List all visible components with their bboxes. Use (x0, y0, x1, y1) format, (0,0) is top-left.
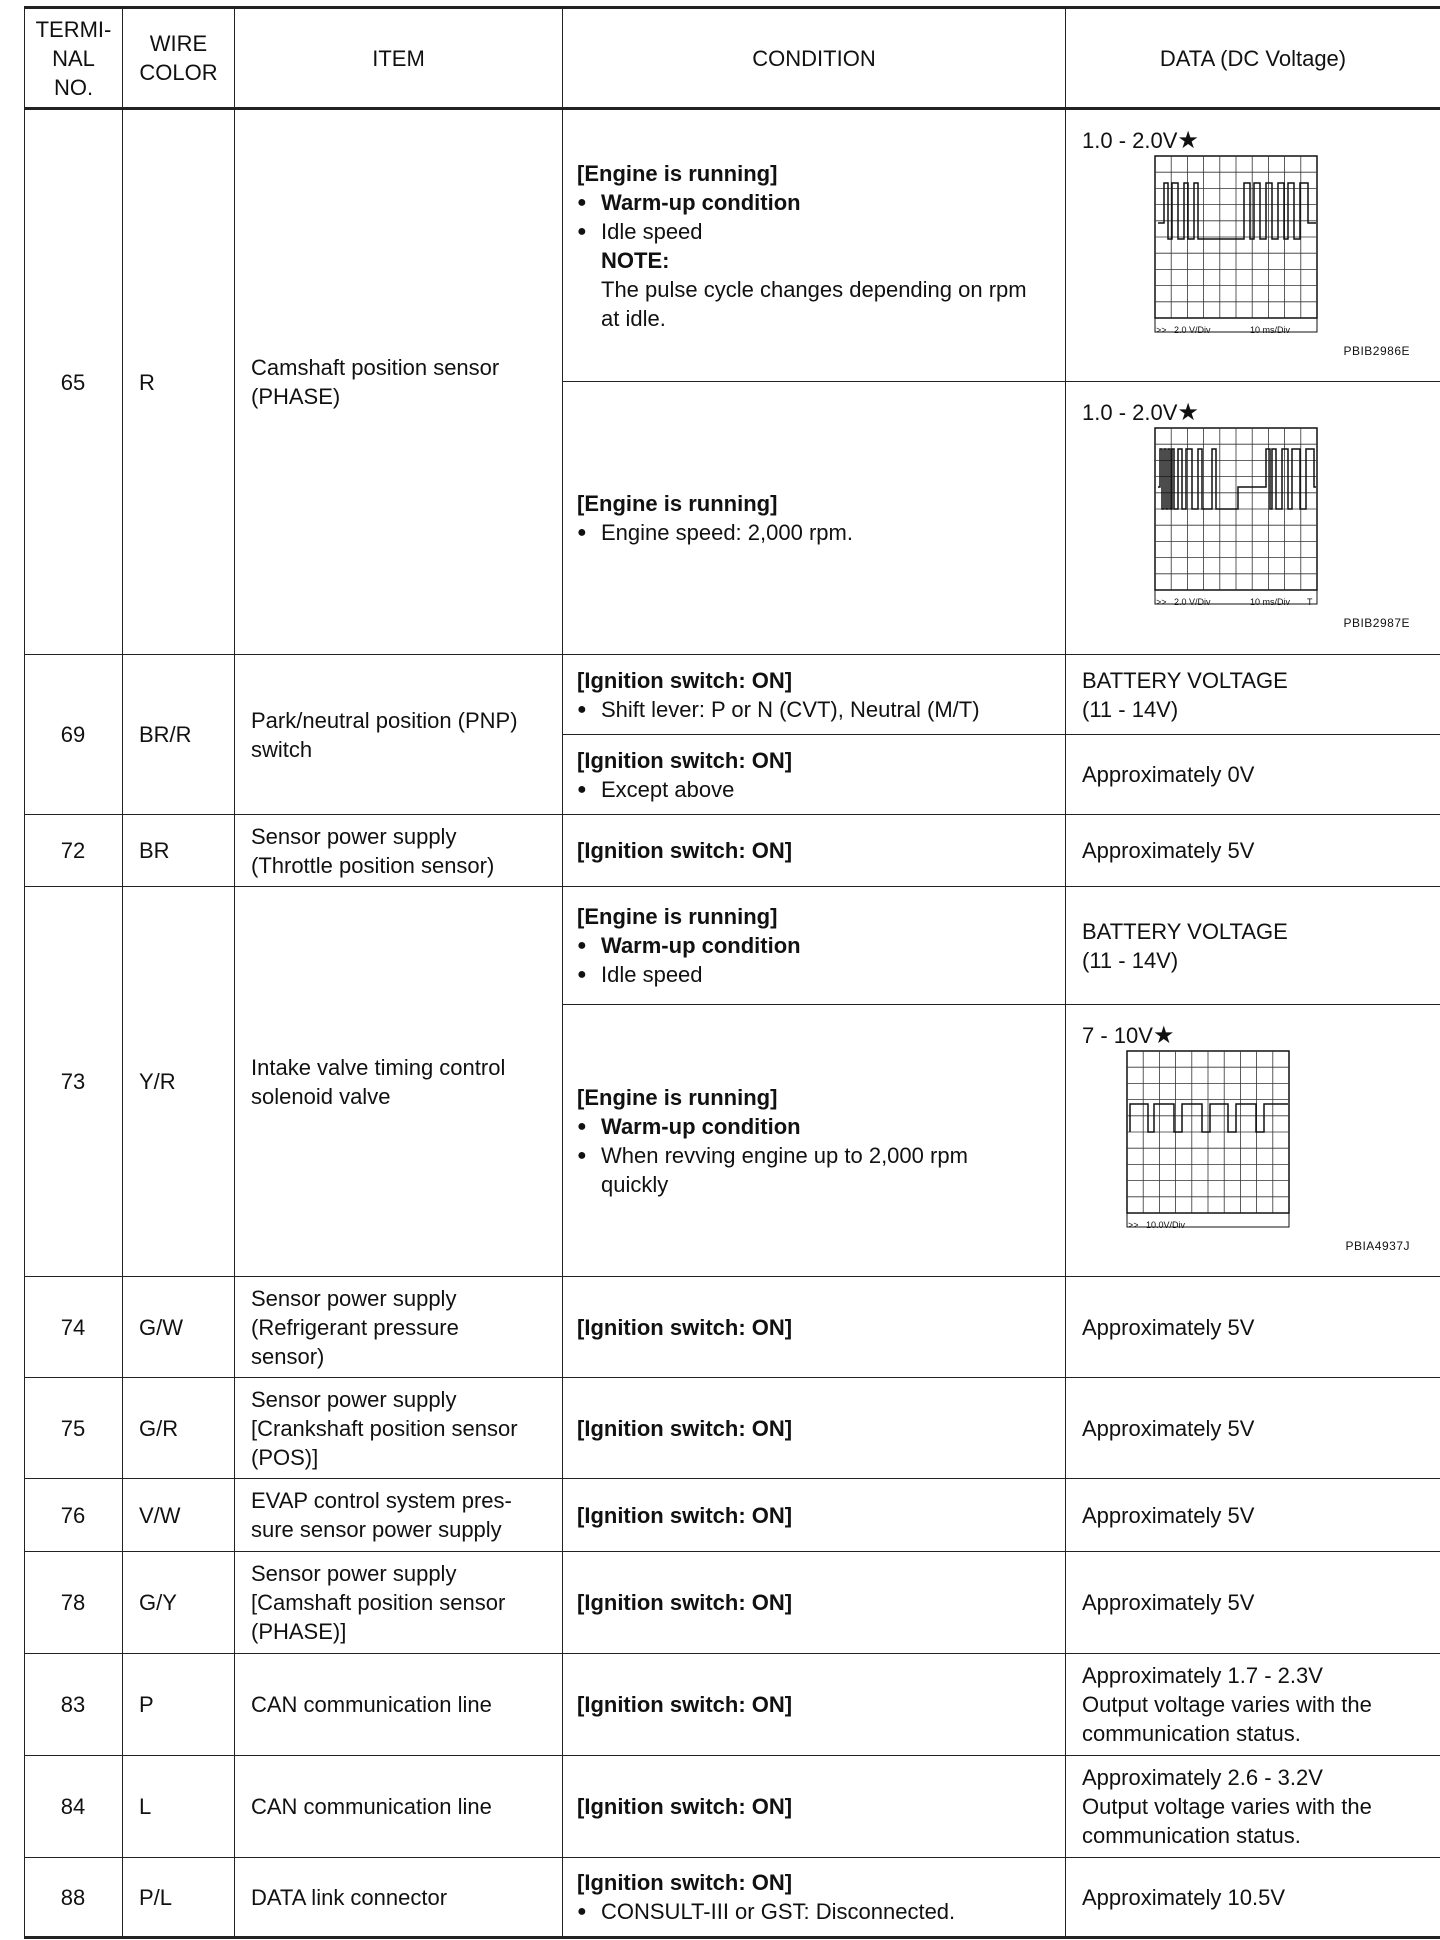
star-icon: ★ (1177, 126, 1199, 154)
condition-bullet: ● Shift lever: P or N (CVT), Neutral (M/T) (577, 695, 1057, 724)
item-line: Camshaft position sensor (251, 355, 500, 380)
condition-heading: [Engine is running] (577, 904, 778, 929)
terminal-table-page (24, 6, 1440, 1939)
wire-color: L (123, 1756, 235, 1858)
item-text (235, 1277, 563, 1378)
item-text: CAN communication line (235, 1654, 563, 1756)
waveform-value (1082, 126, 1434, 155)
waveform-value (1082, 1021, 1434, 1050)
condition-cell: [Ignition switch: ON] (563, 1479, 1066, 1552)
terminal-no: 72 (25, 815, 123, 887)
header-row (25, 8, 1440, 109)
data-line: Output voltage varies with the (1082, 1692, 1372, 1717)
condition-heading: [Engine is running] (577, 160, 778, 186)
item-line: Sensor power supply (251, 1285, 457, 1311)
item-text (235, 1552, 563, 1654)
item-line: sure sensor power supply (251, 1517, 502, 1542)
condition-bullet: ● Warm-up condition (577, 188, 1057, 217)
data-cell (1066, 109, 1440, 382)
condition-cell (563, 887, 1066, 1005)
table-row (25, 1756, 1440, 1858)
data-line: (11 - 14V) (1082, 947, 1179, 973)
star-icon: ★ (1177, 399, 1199, 426)
table-row (25, 1479, 1440, 1552)
data-cell (1066, 1005, 1440, 1277)
condition-bullet: ● Idle speed (577, 960, 1057, 989)
waveform-trace (1130, 1104, 1288, 1132)
oscilloscope-graphic (1154, 155, 1354, 337)
condition-cell: [Ignition switch: ON] (563, 1756, 1066, 1858)
table-row (25, 1378, 1440, 1479)
header-terminal-line1: TERMI- (35, 16, 112, 42)
condition-cell (563, 655, 1066, 735)
scale-label: >> (1156, 324, 1167, 335)
data-cell (1066, 1654, 1440, 1756)
data-cell (1066, 382, 1440, 655)
data-cell: Approximately 5V (1066, 1479, 1440, 1552)
waveform-value-text: 1.0 - 2.0V (1082, 400, 1178, 425)
header-wire-line1: WIRE (149, 31, 208, 56)
condition-heading: [Ignition switch: ON] (577, 1870, 793, 1895)
item-line: Sensor power supply (251, 1386, 457, 1412)
item-text (235, 815, 563, 887)
wire-color: P (123, 1654, 235, 1756)
condition-bullet: ● Idle speed (577, 217, 1057, 246)
scale-label: 10 ms/Div (1250, 597, 1291, 607)
item-line: Sensor power supply (251, 1561, 457, 1586)
scale-label: T (1307, 597, 1313, 607)
scale-label: >> (1128, 1219, 1139, 1230)
header-item: ITEM (235, 8, 563, 109)
item-line: (PHASE)] (251, 1619, 347, 1644)
item-text: DATA link connector (235, 1858, 563, 1938)
data-cell: Approximately 5V (1066, 1277, 1440, 1378)
condition-heading: [Engine is running] (577, 491, 778, 516)
header-wire (123, 8, 235, 109)
wire-color: R (123, 109, 235, 655)
data-line: BATTERY VOLTAGE (1082, 918, 1288, 944)
terminal-no: 75 (25, 1378, 123, 1479)
note-label: NOTE: (601, 247, 670, 273)
item-line: (POS)] (251, 1444, 319, 1470)
data-line: Output voltage varies with the (1082, 1794, 1372, 1819)
scale-label: 10 ms/Div (1250, 324, 1291, 335)
header-data: DATA (DC Voltage) (1066, 8, 1440, 109)
data-cell: Approximately 5V (1066, 1378, 1440, 1479)
item-text (235, 1479, 563, 1552)
condition-cell: [Ignition switch: ON] (563, 1378, 1066, 1479)
waveform-value-text: 7 - 10V (1082, 1022, 1153, 1048)
note-text: The pulse cycle changes depending on rpm (601, 276, 1027, 302)
wire-color: V/W (123, 1479, 235, 1552)
data-cell: Approximately 10.5V (1066, 1858, 1440, 1938)
table-row (25, 109, 1440, 382)
table-row (25, 1858, 1440, 1938)
condition-bullet-cont: quickly (601, 1171, 669, 1197)
header-wire-line2: COLOR (139, 60, 218, 85)
header-condition: CONDITION (563, 8, 1066, 109)
data-line: communication status. (1082, 1823, 1301, 1848)
header-terminal (25, 8, 123, 109)
item-line: [Camshaft position sensor (251, 1590, 506, 1615)
scale-label: 2.0 V/Div (1174, 324, 1211, 335)
wire-color: BR (123, 815, 235, 887)
table-row (25, 1654, 1440, 1756)
data-cell (1066, 1756, 1440, 1858)
table-row (25, 815, 1440, 887)
item-line: [Crankshaft position sensor (251, 1415, 518, 1441)
wire-color: G/W (123, 1277, 235, 1378)
figure-code: PBIA4937J (1345, 1238, 1410, 1253)
condition-cell: [Ignition switch: ON] (563, 1654, 1066, 1756)
item-text (235, 655, 563, 815)
data-line: (11 - 14V) (1082, 696, 1179, 722)
terminal-data-table (24, 6, 1440, 1939)
condition-cell: [Ignition switch: ON] (563, 1552, 1066, 1654)
data-line: Approximately 1.7 - 2.3V (1082, 1663, 1323, 1688)
item-line: Sensor power supply (251, 823, 457, 849)
scale-label: >> (1156, 597, 1167, 607)
data-cell: Approximately 0V (1066, 735, 1440, 815)
item-text (235, 109, 563, 655)
condition-bullet: ● Warm-up condition (577, 1112, 1057, 1141)
data-cell: Approximately 5V (1066, 815, 1440, 887)
terminal-no: 88 (25, 1858, 123, 1938)
data-cell: Approximately 5V (1066, 1552, 1440, 1654)
oscilloscope-graphic (1126, 1050, 1326, 1232)
terminal-no: 69 (25, 655, 123, 815)
waveform-trace (1158, 183, 1316, 239)
figure-code: PBIB2986E (1343, 343, 1410, 358)
item-line: switch (251, 736, 313, 762)
condition-bullet: ● Except above (577, 775, 1057, 804)
waveform-trace (1158, 449, 1316, 509)
star-icon: ★ (1152, 1021, 1175, 1049)
condition-cell (563, 735, 1066, 815)
waveform-value (1082, 398, 1434, 427)
condition-cell: [Ignition switch: ON] (563, 815, 1066, 887)
data-line: BATTERY VOLTAGE (1082, 667, 1288, 693)
condition-heading: [Ignition switch: ON] (577, 747, 793, 773)
data-line: communication status. (1082, 1721, 1301, 1746)
terminal-no: 84 (25, 1756, 123, 1858)
terminal-no: 78 (25, 1552, 123, 1654)
condition-cell: [Ignition switch: ON] (563, 1277, 1066, 1378)
item-line: Intake valve timing control (251, 1054, 506, 1080)
terminal-no: 74 (25, 1277, 123, 1378)
table-row (25, 887, 1440, 1005)
condition-bullet: ● When revving engine up to 2,000 rpm (577, 1141, 1057, 1170)
table-row (25, 1277, 1440, 1378)
header-terminal-line2: NAL (52, 45, 95, 71)
oscilloscope-grid (1127, 1051, 1289, 1227)
item-line: solenoid valve (251, 1083, 391, 1109)
condition-bullet: ● CONSULT-III or GST: Disconnected. (577, 1897, 1057, 1926)
waveform-w1 (1154, 155, 1434, 337)
waveform-value-text: 1.0 - 2.0V (1082, 127, 1178, 153)
wire-color: BR/R (123, 655, 235, 815)
item-line: (Refrigerant pressure (251, 1314, 459, 1340)
condition-bullet: ● Engine speed: 2,000 rpm. (577, 518, 1057, 547)
condition-bullet: ● Warm-up condition (577, 931, 1057, 960)
scale-label: 10.0V/Div (1146, 1219, 1186, 1230)
condition-heading: [Engine is running] (577, 1084, 778, 1110)
scale-label: 2.0 V/Div (1174, 597, 1211, 607)
wire-color: G/Y (123, 1552, 235, 1654)
table-row (25, 655, 1440, 735)
item-line: (Throttle position sensor) (251, 852, 495, 878)
terminal-no: 65 (25, 109, 123, 655)
note-text: at idle. (601, 305, 666, 331)
data-cell (1066, 887, 1440, 1005)
data-cell (1066, 655, 1440, 735)
figure-code: PBIB2987E (1343, 616, 1410, 630)
terminal-no: 83 (25, 1654, 123, 1756)
table-row (25, 1552, 1440, 1654)
item-text: CAN communication line (235, 1756, 563, 1858)
condition-cell (563, 1005, 1066, 1277)
item-line: EVAP control system pres- (251, 1488, 512, 1513)
wire-color: G/R (123, 1378, 235, 1479)
waveform-w2 (1154, 427, 1434, 609)
wire-color: P/L (123, 1858, 235, 1938)
waveform-w3 (1126, 1050, 1434, 1232)
item-text (235, 887, 563, 1277)
data-line: Approximately 2.6 - 3.2V (1082, 1765, 1323, 1790)
condition-cell (563, 109, 1066, 382)
item-line: sensor) (251, 1343, 325, 1369)
item-line: (PHASE) (251, 384, 341, 409)
condition-cell (563, 1858, 1066, 1938)
header-terminal-line3: NO. (53, 74, 94, 100)
condition-heading: [Ignition switch: ON] (577, 667, 793, 693)
terminal-no: 73 (25, 887, 123, 1277)
item-text (235, 1378, 563, 1479)
terminal-no: 76 (25, 1479, 123, 1552)
oscilloscope-graphic (1154, 427, 1354, 609)
wire-color: Y/R (123, 887, 235, 1277)
item-line: Park/neutral position (PNP) (251, 707, 518, 733)
condition-cell (563, 382, 1066, 655)
